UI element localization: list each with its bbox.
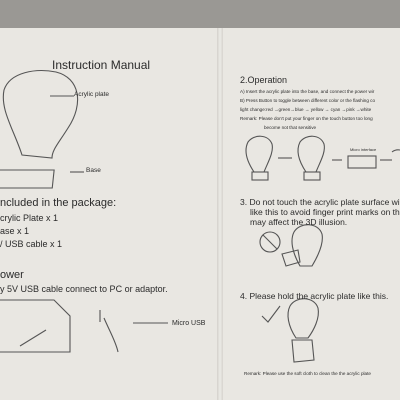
- op-circle-4: [392, 150, 400, 152]
- package-item: / USB cable x 1: [0, 239, 63, 249]
- base-label: Base: [86, 167, 101, 174]
- operation-line: become not that sensitive: [264, 125, 317, 130]
- power-heading: ower: [0, 269, 24, 281]
- step3-bulb: [292, 225, 322, 266]
- step3-line: 3. Do not touch the acrylic plate surface wi: [240, 197, 400, 207]
- base-box-drawing: [0, 300, 70, 352]
- micro-usb-label: Micro USB: [172, 320, 206, 327]
- package-item: ase x 1: [0, 226, 30, 236]
- micro-interface-label: Micro interface: [350, 147, 377, 152]
- op-bulb-2: [298, 136, 324, 172]
- step4-heading: 4. Please hold the acrylic plate like this.: [240, 291, 389, 301]
- acrylic-plate-label: Acrylic plate: [74, 91, 110, 98]
- step3-line: like this to avoid finger print marks on th: [250, 207, 400, 217]
- manual-title: Instruction Manual: [52, 58, 151, 72]
- no-touch-slash: [263, 235, 277, 249]
- step4-hand: [292, 340, 314, 362]
- op-bulb-1: [246, 136, 272, 172]
- base-drawing: [0, 170, 54, 188]
- op-base-1: [252, 172, 268, 180]
- operation-heading: 2.Operation: [240, 75, 288, 85]
- step3-hand: [282, 250, 300, 266]
- operation-line: A) Insert the acrylic plate into the base, and connect the power wir: [240, 89, 375, 94]
- bulb-outline: [3, 71, 77, 158]
- power-text: y 5V USB cable connect to PC or adaptor.: [0, 284, 168, 294]
- step4-bulb: [288, 299, 318, 338]
- usb-cable-drawing: [100, 310, 118, 352]
- operation-line: B) Press Button to toggle between different color or the flashing co: [240, 98, 375, 103]
- op-base-3: [348, 156, 376, 168]
- operation-line: light change:red →green→blue → yellow → cyan →pink →white: [240, 107, 372, 112]
- package-item: crylic Plate x 1: [0, 213, 59, 223]
- cable-drawing: [20, 330, 46, 346]
- op-base-2: [304, 172, 320, 180]
- package-heading: ncluded in the package:: [0, 197, 117, 209]
- step3-line: may affect the 3D illusion.: [250, 217, 348, 227]
- checkmark-icon: [262, 306, 280, 322]
- bottom-remark: Remark: Please use the soft cloth to clean the the acrylic plate: [244, 371, 371, 376]
- operation-line: Remark: Please don't put your finger on the touch button too long: [240, 116, 373, 121]
